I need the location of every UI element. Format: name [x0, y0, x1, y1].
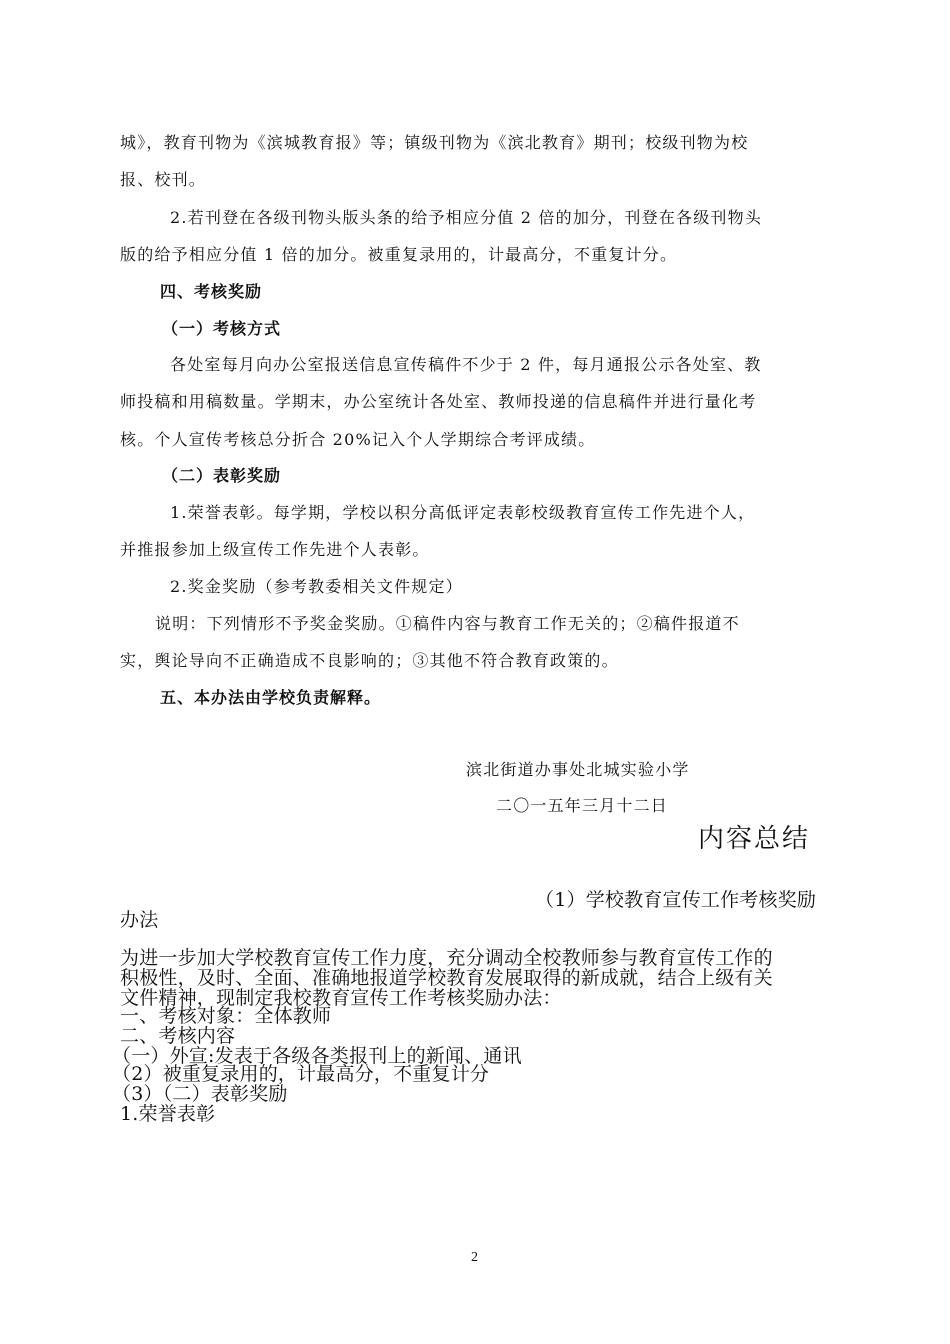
summary-line: 一、考核对象：全体教师 [120, 1005, 332, 1027]
summary-title: 内容总结 [698, 824, 811, 854]
body-line: 报、校刊。 [120, 170, 207, 189]
summary-line: 积极性，及时、全面、准确地报道学校教育发展取得的新成就，结合上级有关 [120, 967, 773, 989]
body-line: 核。个人宣传考核总分折合 20%记入个人学期综合考评成绩。 [120, 430, 596, 449]
body-line: 实，舆论导向不正确造成不良影响的；③其他不符合教育政策的。 [120, 651, 619, 670]
summary-line: 二、考核内容 [120, 1025, 236, 1047]
subsection-heading: （一）考核方式 [162, 319, 282, 338]
page-number: 2 [471, 1250, 478, 1265]
signature-date: 二〇一五年三月十二日 [496, 796, 669, 815]
summary-line: （3）（二）表彰奖励 [112, 1083, 288, 1105]
section-heading: 五、本办法由学校负责解释。 [160, 688, 382, 707]
summary-line: （一）外宣:发表于各级各类报刊上的新闻、通讯 [112, 1045, 522, 1067]
body-line: 版的给予相应分值 1 倍的加分。被重复录用的，计最高分，不重复计分。 [120, 245, 678, 264]
signature-org: 滨北街道办事处北城实验小学 [466, 760, 690, 779]
body-line: 各处室每月向办公室报送信息宣传稿件不少于 2 件，每月通报公示各处室、教 [170, 355, 762, 374]
summary-line: 1.荣誉表彰 [120, 1103, 216, 1125]
body-line: 师投稿和用稿数量。学期末，办公室统计各处室、教师投递的信息稿件并进行量化考 [120, 392, 757, 411]
section-heading: 四、考核奖励 [160, 282, 263, 301]
summary-line: 为进一步加大学校教育宣传工作力度，充分调动全校教师参与教育宣传工作的 [120, 947, 773, 969]
body-line: 城》，教育刊物为《滨城教育报》等；镇级刊物为《滨北教育》期刊；校级刊物为校 [120, 133, 749, 152]
body-line: 2.奖金奖励（参考教委相关文件规定） [170, 577, 463, 596]
subsection-heading: （二）表彰奖励 [162, 466, 282, 485]
body-line: 2.若刊登在各级刊物头版头条的给予相应分值 2 倍的加分，刊登在各级刊物头 [170, 208, 763, 227]
body-line: 1.荣誉表彰。每学期，学校以积分高低评定表彰校级教育宣传工作先进个人， [170, 503, 756, 522]
summary-line: （2）被重复录用的，计最高分，不重复计分 [112, 1063, 490, 1085]
summary-heading-cont: 办法 [120, 909, 159, 931]
summary-heading: （1）学校教育宣传工作考核奖励 [535, 889, 817, 911]
summary-line: 文件精神，现制定我校教育宣传工作考核奖励办法： [120, 987, 562, 1009]
body-line: 说明：下列情形不予奖金奖励。①稿件内容与教育工作无关的；②稿件报道不 [155, 614, 740, 633]
body-line: 并推报参加上级宣传工作先进个人表彰。 [120, 540, 430, 559]
